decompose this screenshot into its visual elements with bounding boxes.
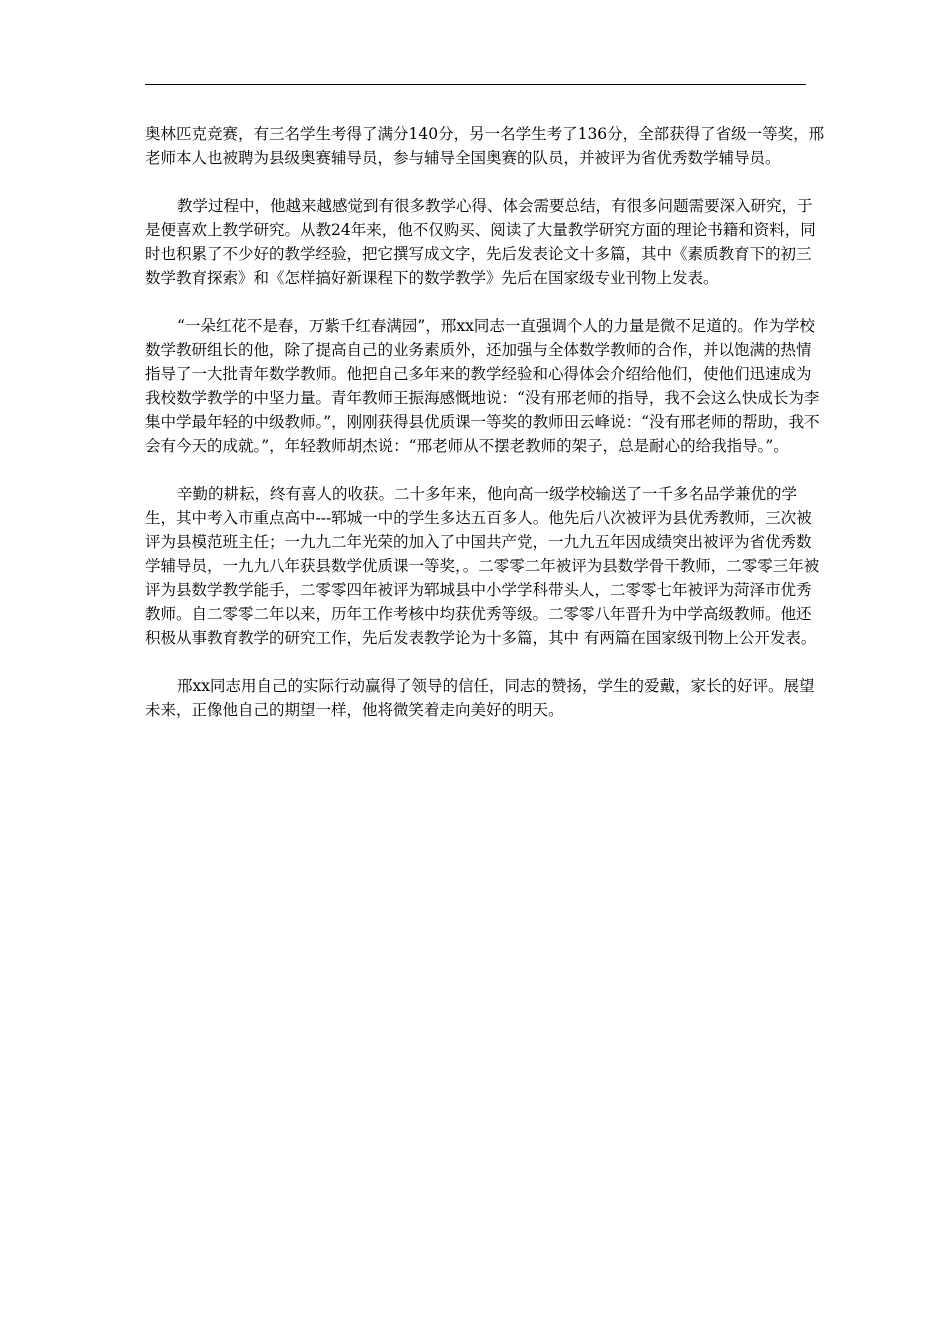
paragraph-achievements: 辛勤的耕耘，终有喜人的收获。二十多年来，他向高一级学校输送了一千多名品学兼优的学生，其中考入市重点高中---郓城一中的学生多达五百多人。他先后八次被评为县优秀教师，三次被评为县模范班主任；一九九二年光荣的加入了中国共产党，一九九五年因成绩突出被评为省优秀数学辅导员，一九九八年获县数学优质课一等奖，。二零零二年被评为县数学骨干教师，二零零三年被评为县数学教学能手，二零零四年被评为郓城县中小学学科带头人，二零零七年被评为菏泽市优秀教师。自二零零二年以来，历年工作考核中均获优秀等级。二零零八年晋升为中学高级教师。他还积极从事教育教学的研究工作，先后发表教学论为十多篇，其中 有两篇在国家级刊物上公开发表。 (145, 485, 820, 647)
document-body (145, 122, 825, 746)
paragraph-mentoring: “一朵红花不是春，万紫千红春满园”，邢xx同志一直强调个人的力量是微不足道的。作为学校数学教研组长的他，除了提高自己的业务素质外，还加强与全体数学教师的合作，并以饱满的热情指导了一大批青年数学教师。他把自己多年来的教学经验和心得体会介绍给他们，使他们迅速成为我校数学教学的中坚力量。青年教师王振海感慨地说：“没有邢老师的指导，我不会这么快成长为李集中学最年轻的中级教师。”，刚刚获得县优质课一等奖的教师田云峰说：“没有邢老师的帮助，我不会有今天的成就。”，年轻教师胡杰说：“邢老师从不摆老教师的架子，总是耐心的给我指导。”。 (145, 317, 820, 455)
header-rule (145, 84, 806, 85)
paragraph-research: 教学过程中，他越来越感觉到有很多教学心得、体会需要总结，有很多问题需要深入研究，于是便喜欢上教学研究。从教24年来，他不仅购买、阅读了大量教学研究方面的理论书籍和资料，同时也积累了不少好的教学经验，把它撰写成文字，先后发表论文十多篇，其中《素质教育下的初三数学教育探索》和《怎样搞好新课程下的数学教学》先后在国家级专业刊物上发表。 (145, 197, 816, 287)
paragraph-conclusion: 邢xx同志用自己的实际行动赢得了领导的信任，同志的赞扬，学生的爱戴，家长的好评。展望未来，正像他自己的期望一样，他将微笑着走向美好的明天。 (145, 677, 815, 719)
paragraph-continuation: 奥林匹克竞赛，有三名学生考得了满分140分，另一名学生考了136分，全部获得了省级一等奖，邢老师本人也被聘为县级奥赛辅导员，参与辅导全国奥赛的队员，并被评为省优秀数学辅导员。 (145, 125, 825, 167)
